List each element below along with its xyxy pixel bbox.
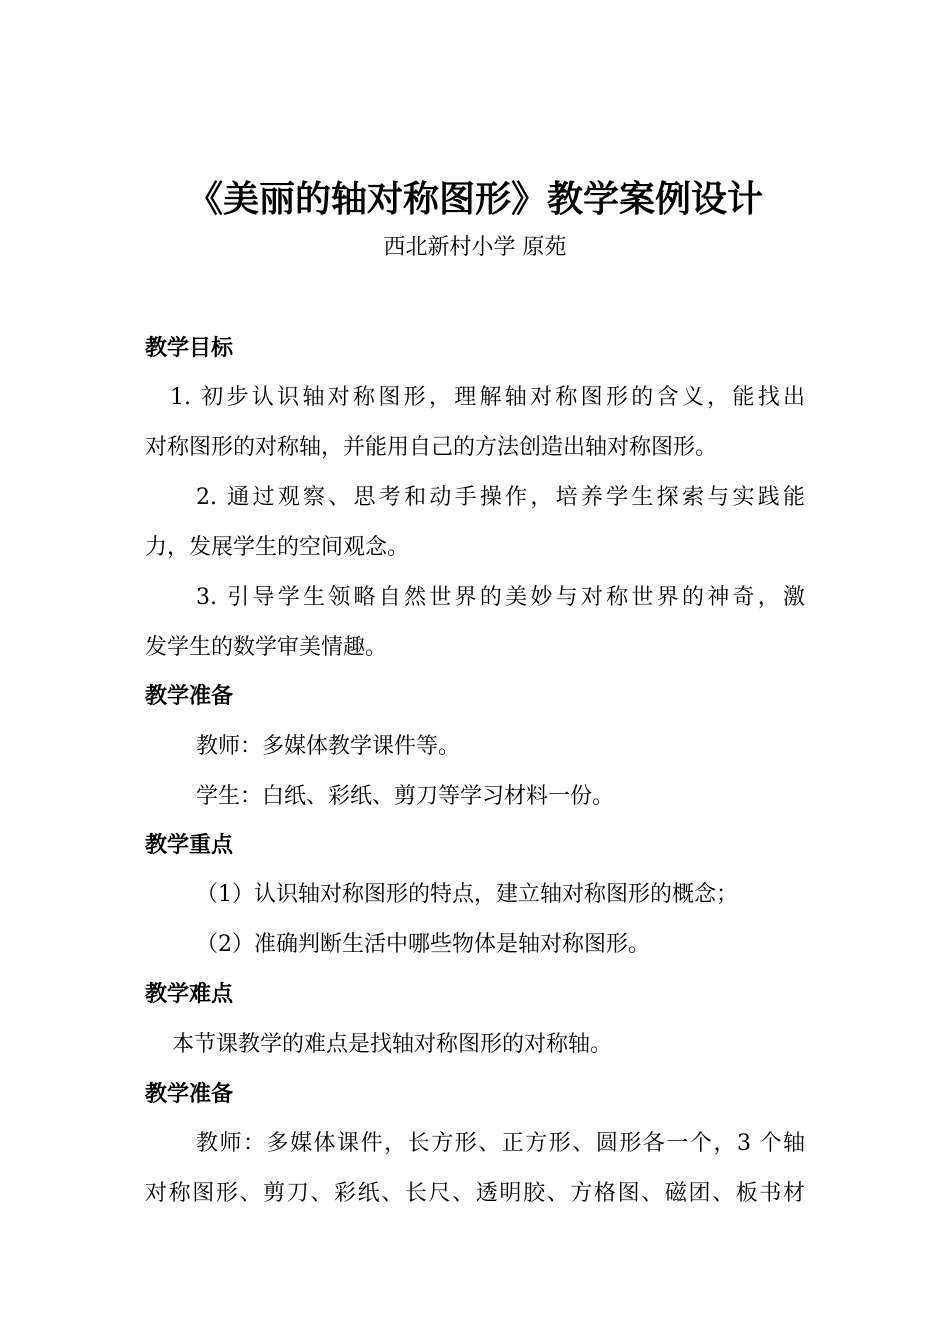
goal-3-line-1: 3. 引导学生领略自然世界的美妙与对称世界的神奇，激 (196, 585, 805, 610)
prep2-line-2: 对称图形、剪刀、彩纸、长尺、透明胶、方格图、磁团、板书材 (145, 1181, 805, 1206)
section-heading-key-points: 教学重点 (145, 833, 234, 858)
difficulty-text: 本节课教学的难点是找轴对称图形的对称轴。 (172, 1032, 613, 1057)
key-point-2: （2）准确判断生活中哪些物体是轴对称图形。 (196, 932, 650, 957)
goal-2-line-1: 2. 通过观察、思考和动手操作，培养学生探索与实践能 (196, 485, 805, 510)
goal-1-line-1: 1. 初步认识轴对称图形，理解轴对称图形的含义，能找出 (170, 385, 805, 410)
document-title: 《美丽的轴对称图形》教学案例设计 (186, 179, 763, 220)
prep-student-line: 学生：白纸、彩纸、剪刀等学习材料一份。 (196, 784, 615, 809)
goal-2-line-2: 力，发展学生的空间观念。 (145, 535, 410, 560)
section-heading-difficulty: 教学难点 (145, 982, 234, 1007)
section-heading-preparation: 教学准备 (145, 684, 234, 709)
prep2-line-1: 教师：多媒体课件，长方形、正方形、圆形各一个，3 个轴 (196, 1131, 805, 1156)
prep-teacher-line: 教师：多媒体教学课件等。 (196, 734, 461, 759)
goal-1-line-2: 对称图形的对称轴，并能用自己的方法创造出轴对称图形。 (145, 435, 718, 460)
key-point-1: （1）认识轴对称图形的特点，建立轴对称图形的概念； (196, 882, 738, 907)
goal-3-line-2: 发学生的数学审美情趣。 (145, 635, 388, 660)
section-heading-preparation-2: 教学准备 (145, 1082, 234, 1107)
section-heading-goals: 教学目标 (145, 336, 234, 361)
author-line: 西北新村小学 原苑 (383, 235, 567, 260)
